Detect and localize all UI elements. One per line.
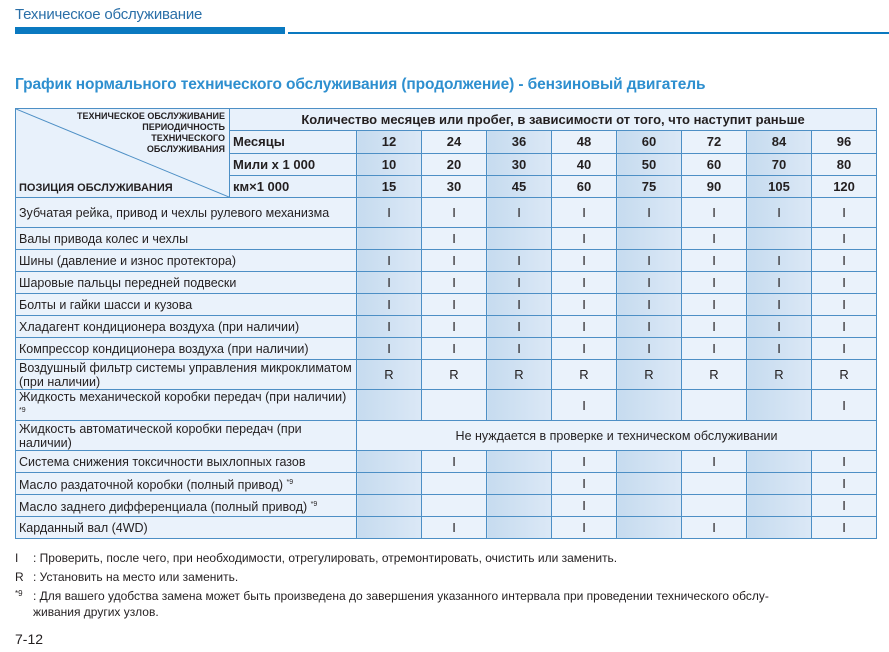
legend-item-footnote — [15, 589, 769, 603]
maintenance-mark: I — [552, 316, 617, 338]
maintenance-mark: I — [747, 294, 812, 316]
maintenance-mark: R — [552, 360, 617, 390]
maintenance-mark — [747, 495, 812, 517]
interval-label: Месяцы — [230, 131, 357, 153]
interval-value: 75 — [617, 175, 682, 197]
maintenance-mark: I — [812, 294, 877, 316]
maintenance-mark — [487, 390, 552, 421]
maintenance-item-label: Валы привода колес и чехлы — [19, 231, 189, 246]
section-title: Техническое обслуживание — [15, 6, 203, 23]
legend-text: : Проверить, после чего, при необходимости, отрегулировать, отремонтировать, очистить или заменить. — [33, 551, 618, 565]
maintenance-item — [16, 338, 357, 360]
maintenance-mark: I — [422, 250, 487, 272]
interval-value: 105 — [747, 175, 812, 197]
maintenance-mark: I — [487, 338, 552, 360]
maintenance-mark: I — [682, 316, 747, 338]
corner-header-line: ТЕХНИЧЕСКОГО — [151, 133, 225, 143]
maintenance-mark: I — [747, 250, 812, 272]
interval-value: 10 — [357, 153, 422, 175]
maintenance-mark — [357, 495, 422, 517]
interval-value: 60 — [552, 175, 617, 197]
maintenance-item-label: Карданный вал (4WD) — [19, 520, 148, 535]
maintenance-mark: I — [422, 294, 487, 316]
maintenance-item-label: Шаровые пальцы передней подвески — [19, 275, 237, 290]
legend-text: : Для вашего удобства замена может быть произведена до завершения указанного интервала при проведении технического обслу- — [33, 589, 769, 603]
corner-header-top — [77, 111, 225, 155]
table-row — [16, 390, 877, 421]
maintenance-item-label: Масло раздаточной коробки (полный привод) — [19, 477, 284, 492]
maintenance-mark: I — [552, 228, 617, 250]
maintenance-mark — [617, 473, 682, 495]
interval-value: 90 — [682, 175, 747, 197]
maintenance-mark: I — [747, 272, 812, 294]
maintenance-mark: I — [357, 338, 422, 360]
table-row — [16, 473, 877, 495]
maintenance-note: Не нуждается в проверке и техническом обслуживании — [357, 421, 877, 451]
maintenance-item-label: Болты и гайки шасси и кузова — [19, 297, 193, 312]
maintenance-mark: I — [682, 272, 747, 294]
maintenance-mark: I — [552, 473, 617, 495]
maintenance-mark: I — [682, 338, 747, 360]
header-row-caption — [16, 109, 877, 131]
legend-text: : Установить на место или заменить. — [33, 570, 239, 584]
maintenance-mark: I — [422, 338, 487, 360]
maintenance-item — [16, 421, 357, 451]
maintenance-mark: R — [357, 360, 422, 390]
maintenance-mark: I — [422, 198, 487, 228]
maintenance-mark: I — [682, 451, 747, 473]
interval-value: 40 — [552, 153, 617, 175]
table-row — [16, 250, 877, 272]
interval-value: 20 — [422, 153, 487, 175]
maintenance-mark: I — [812, 272, 877, 294]
maintenance-mark: R — [747, 360, 812, 390]
corner-header-line: ТЕХНИЧЕСКОЕ ОБСЛУЖИВАНИЕ — [77, 111, 225, 121]
table-row — [16, 495, 877, 517]
maintenance-mark: I — [682, 198, 747, 228]
maintenance-item-label: Шины (давление и износ протектора) — [19, 253, 237, 268]
maintenance-mark: I — [617, 198, 682, 228]
maintenance-mark: I — [487, 250, 552, 272]
maintenance-mark — [487, 451, 552, 473]
maintenance-mark — [747, 390, 812, 421]
interval-value: 24 — [422, 131, 487, 153]
interval-value: 60 — [617, 131, 682, 153]
maintenance-mark — [747, 451, 812, 473]
footnote-marker: *9 — [286, 478, 294, 486]
maintenance-item — [16, 390, 357, 421]
interval-value: 12 — [357, 131, 422, 153]
maintenance-mark — [422, 390, 487, 421]
maintenance-mark: I — [617, 272, 682, 294]
maintenance-mark: I — [422, 228, 487, 250]
maintenance-mark — [682, 390, 747, 421]
footnote-marker: *9 — [310, 500, 318, 508]
maintenance-mark: R — [422, 360, 487, 390]
maintenance-mark: R — [487, 360, 552, 390]
interval-value: 30 — [487, 153, 552, 175]
page-heading: График нормального технического обслуживания (продолжение) - бензиновый двигатель — [15, 76, 706, 93]
maintenance-mark — [487, 228, 552, 250]
maintenance-mark — [682, 495, 747, 517]
maintenance-item-label: Жидкость механической коробки передач (при наличии) — [19, 390, 347, 404]
maintenance-mark: I — [487, 294, 552, 316]
maintenance-mark: I — [357, 250, 422, 272]
maintenance-item-label: Хладагент кондиционера воздуха (при наличии) — [19, 319, 300, 334]
maintenance-mark: I — [357, 198, 422, 228]
maintenance-mark — [487, 517, 552, 539]
corner-header-line: ОБСЛУЖИВАНИЯ — [146, 144, 225, 154]
legend-key: R — [15, 570, 24, 584]
maintenance-item-label: Масло заднего дифференциала (полный привод) — [19, 499, 308, 514]
maintenance-mark — [682, 473, 747, 495]
maintenance-mark: I — [812, 495, 877, 517]
maintenance-mark: I — [422, 272, 487, 294]
maintenance-item-label: Компрессор кондиционера воздуха (при наличии) — [19, 341, 309, 356]
interval-label: Мили x 1 000 — [230, 153, 357, 175]
maintenance-mark: I — [617, 250, 682, 272]
maintenance-mark: I — [552, 338, 617, 360]
corner-header-line: ПЕРИОДИЧНОСТЬ — [142, 122, 225, 132]
maintenance-mark: I — [812, 390, 877, 421]
footnote-marker: *9 — [19, 407, 26, 414]
maintenance-mark: I — [812, 473, 877, 495]
maintenance-mark: I — [552, 250, 617, 272]
table-row — [16, 360, 877, 390]
maintenance-mark — [617, 495, 682, 517]
maintenance-mark — [747, 228, 812, 250]
maintenance-mark: I — [552, 390, 617, 421]
maintenance-mark: I — [552, 495, 617, 517]
maintenance-mark — [617, 517, 682, 539]
interval-value: 50 — [617, 153, 682, 175]
maintenance-mark: I — [552, 198, 617, 228]
interval-value: 70 — [747, 153, 812, 175]
legend-item-r — [15, 570, 238, 584]
table-row — [16, 198, 877, 228]
legend-key: I — [15, 551, 19, 565]
table-row — [16, 316, 877, 338]
maintenance-mark: I — [357, 272, 422, 294]
maintenance-mark: R — [812, 360, 877, 390]
maintenance-mark: I — [682, 294, 747, 316]
table-row — [16, 338, 877, 360]
table-row — [16, 228, 877, 250]
maintenance-mark — [357, 390, 422, 421]
maintenance-mark — [422, 473, 487, 495]
maintenance-mark: I — [682, 250, 747, 272]
table-row — [16, 517, 877, 539]
maintenance-item — [16, 228, 357, 250]
legend-item-footnote-cont — [33, 605, 159, 619]
maintenance-item — [16, 294, 357, 316]
maintenance-mark — [747, 517, 812, 539]
maintenance-mark — [357, 473, 422, 495]
corner-header-bottom: ПОЗИЦИЯ ОБСЛУЖИВАНИЯ — [19, 182, 173, 194]
maintenance-mark: I — [812, 198, 877, 228]
maintenance-mark: I — [552, 451, 617, 473]
maintenance-mark — [422, 495, 487, 517]
maintenance-item — [16, 473, 357, 495]
maintenance-mark: I — [487, 198, 552, 228]
corner-header — [16, 109, 230, 198]
maintenance-mark — [487, 495, 552, 517]
interval-value: 72 — [682, 131, 747, 153]
maintenance-mark: I — [487, 316, 552, 338]
maintenance-item — [16, 517, 357, 539]
maintenance-mark: I — [357, 316, 422, 338]
maintenance-mark: I — [422, 517, 487, 539]
maintenance-mark: I — [422, 451, 487, 473]
maintenance-mark — [617, 390, 682, 421]
maintenance-mark: I — [552, 272, 617, 294]
interval-value: 15 — [357, 175, 422, 197]
maintenance-item — [16, 451, 357, 473]
maintenance-mark — [357, 451, 422, 473]
interval-value: 80 — [812, 153, 877, 175]
maintenance-mark: R — [682, 360, 747, 390]
maintenance-mark: I — [812, 338, 877, 360]
maintenance-mark: I — [357, 294, 422, 316]
maintenance-mark: I — [747, 338, 812, 360]
maintenance-mark: I — [812, 316, 877, 338]
header-rule — [288, 32, 889, 34]
maintenance-item-label: Система снижения токсичности выхлопных газов — [19, 454, 306, 469]
maintenance-mark: I — [552, 517, 617, 539]
interval-value: 120 — [812, 175, 877, 197]
maintenance-mark: I — [617, 338, 682, 360]
interval-label: км×1 000 — [230, 175, 357, 197]
maintenance-mark — [617, 228, 682, 250]
table-row — [16, 451, 877, 473]
maintenance-mark: I — [812, 228, 877, 250]
maintenance-mark: R — [617, 360, 682, 390]
interval-value: 60 — [682, 153, 747, 175]
maintenance-mark: I — [617, 294, 682, 316]
maintenance-item-label: Жидкость автоматической коробки передач (при наличии) — [19, 421, 302, 450]
maintenance-mark — [487, 473, 552, 495]
maintenance-schedule-table — [15, 108, 877, 539]
maintenance-mark — [747, 473, 812, 495]
interval-value: 96 — [812, 131, 877, 153]
interval-value: 36 — [487, 131, 552, 153]
header-accent-bar — [15, 27, 285, 34]
page-number: 7-12 — [15, 631, 44, 647]
maintenance-item — [16, 250, 357, 272]
maintenance-mark: I — [617, 316, 682, 338]
legend-key: *9 — [15, 589, 23, 598]
maintenance-item — [16, 316, 357, 338]
maintenance-mark: I — [747, 316, 812, 338]
legend-text-continued: живания других узлов. — [33, 605, 159, 619]
maintenance-mark: I — [747, 198, 812, 228]
maintenance-mark: I — [812, 250, 877, 272]
interval-caption: Количество месяцев или пробег, в зависимости от того, что наступит раньше — [230, 109, 877, 131]
legend-item-i — [15, 551, 617, 565]
maintenance-mark: I — [552, 294, 617, 316]
interval-value: 84 — [747, 131, 812, 153]
interval-value: 48 — [552, 131, 617, 153]
maintenance-mark: I — [812, 451, 877, 473]
maintenance-mark — [617, 451, 682, 473]
table-row — [16, 421, 877, 451]
maintenance-item — [16, 198, 357, 228]
maintenance-item-label: Зубчатая рейка, привод и чехлы рулевого механизма — [19, 205, 330, 220]
maintenance-item — [16, 495, 357, 517]
interval-value: 30 — [422, 175, 487, 197]
table-row — [16, 294, 877, 316]
maintenance-item-label: Воздушный фильтр системы управления микроклиматом (при наличии) — [19, 360, 352, 389]
maintenance-mark: I — [682, 228, 747, 250]
maintenance-mark: I — [487, 272, 552, 294]
maintenance-mark: I — [682, 517, 747, 539]
maintenance-item — [16, 272, 357, 294]
maintenance-item — [16, 360, 357, 390]
maintenance-mark — [357, 517, 422, 539]
maintenance-mark: I — [812, 517, 877, 539]
maintenance-mark: I — [422, 316, 487, 338]
interval-value: 45 — [487, 175, 552, 197]
maintenance-mark — [357, 228, 422, 250]
table-row — [16, 272, 877, 294]
